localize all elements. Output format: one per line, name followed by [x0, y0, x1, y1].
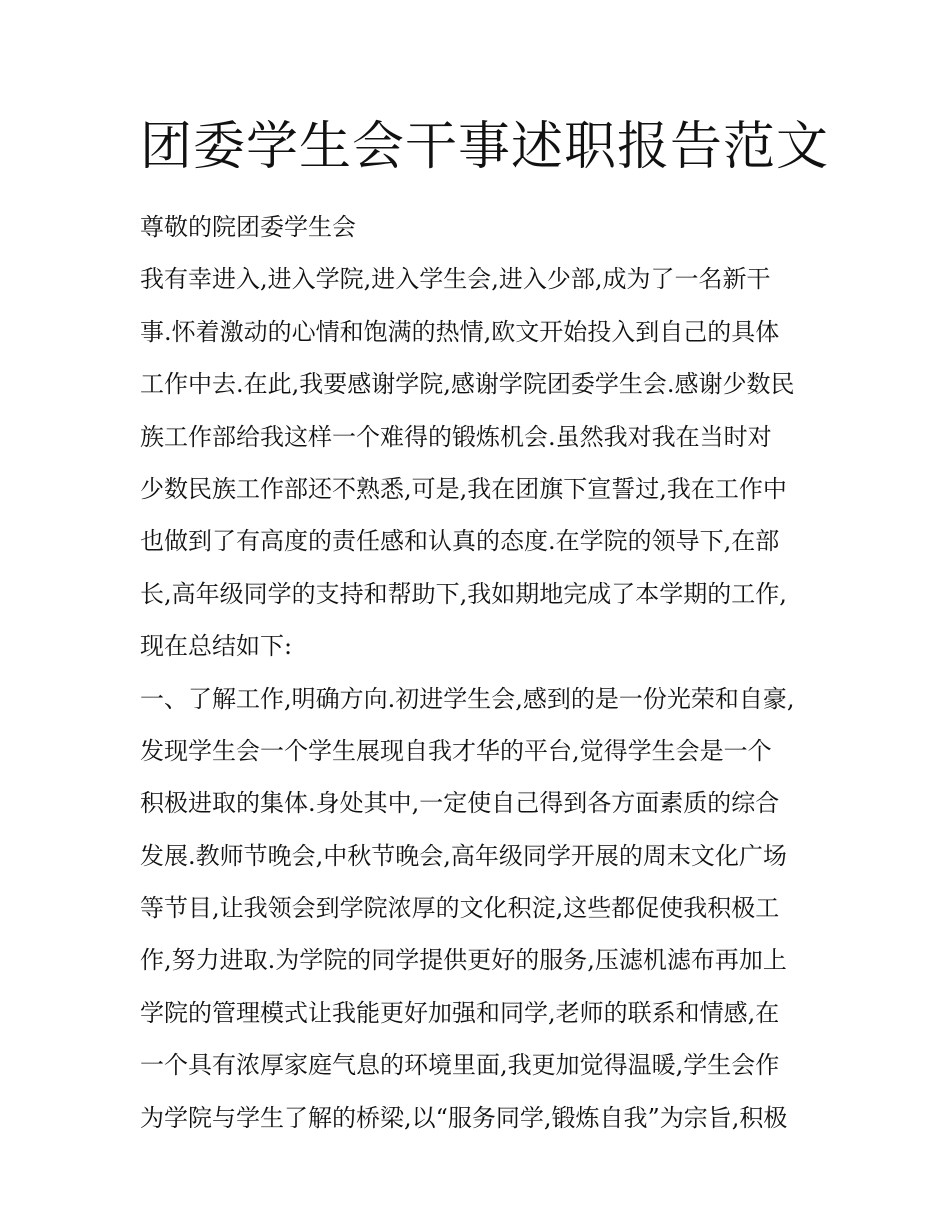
- text-line: 一、了解工作,明确方向.初进学生会,感到的是一份光荣和自豪,: [140, 684, 795, 713]
- document-title: 团委学生会干事述职报告范文: [140, 117, 830, 177]
- text-line: 事.怀着激动的心情和饱满的热情,欧文开始投入到自己的具体: [140, 317, 780, 346]
- text-line: 发展.教师节晚会,中秋节晚会,高年级同学开展的周末文化广场: [140, 841, 787, 870]
- text-line: 作,努力进取.为学院的同学提供更好的服务,压滤机滤布再加上: [140, 946, 787, 975]
- text-line: 积极进取的集体.身处其中,一定使自己得到各方面素质的综合: [140, 789, 780, 818]
- text-line: 一个具有浓厚家庭气息的环境里面,我更加觉得温暖,学生会作: [140, 1051, 780, 1080]
- text-line: 为学院与学生了解的桥梁,以“服务同学,锻炼自我”为宗旨,积极: [140, 1103, 788, 1132]
- text-line: 等节目,让我领会到学院浓厚的文化积淀,这些都促使我积极工: [140, 894, 780, 923]
- text-line: 长,高年级同学的支持和帮助下,我如期地完成了本学期的工作,: [140, 579, 787, 608]
- text-line: 少数民族工作部还不熟悉,可是,我在团旗下宣誓过,我在工作中: [140, 474, 787, 503]
- text-line: 发现学生会一个学生展现自我才华的平台,觉得学生会是一个: [140, 736, 772, 765]
- text-line: 尊敬的院团委学生会: [140, 213, 356, 241]
- text-line: 也做到了有高度的责任感和认真的态度.在学院的领导下,在部: [140, 527, 780, 556]
- document-body: [140, 201, 820, 1144]
- text-line: 学院的管理模式让我能更好加强和同学,老师的联系和情感,在: [140, 998, 780, 1027]
- text-line: 现在总结如下:: [140, 632, 293, 661]
- text-line: 族工作部给我这样一个难得的锻炼机会.虽然我对我在当时对: [140, 422, 772, 451]
- text-line: 工作中去.在此,我要感谢学院,感谢学院团委学生会.感谢少数民: [140, 370, 795, 399]
- text-line: 我有幸进入,进入学院,进入学生会,进入少部,成为了一名新干: [140, 265, 771, 294]
